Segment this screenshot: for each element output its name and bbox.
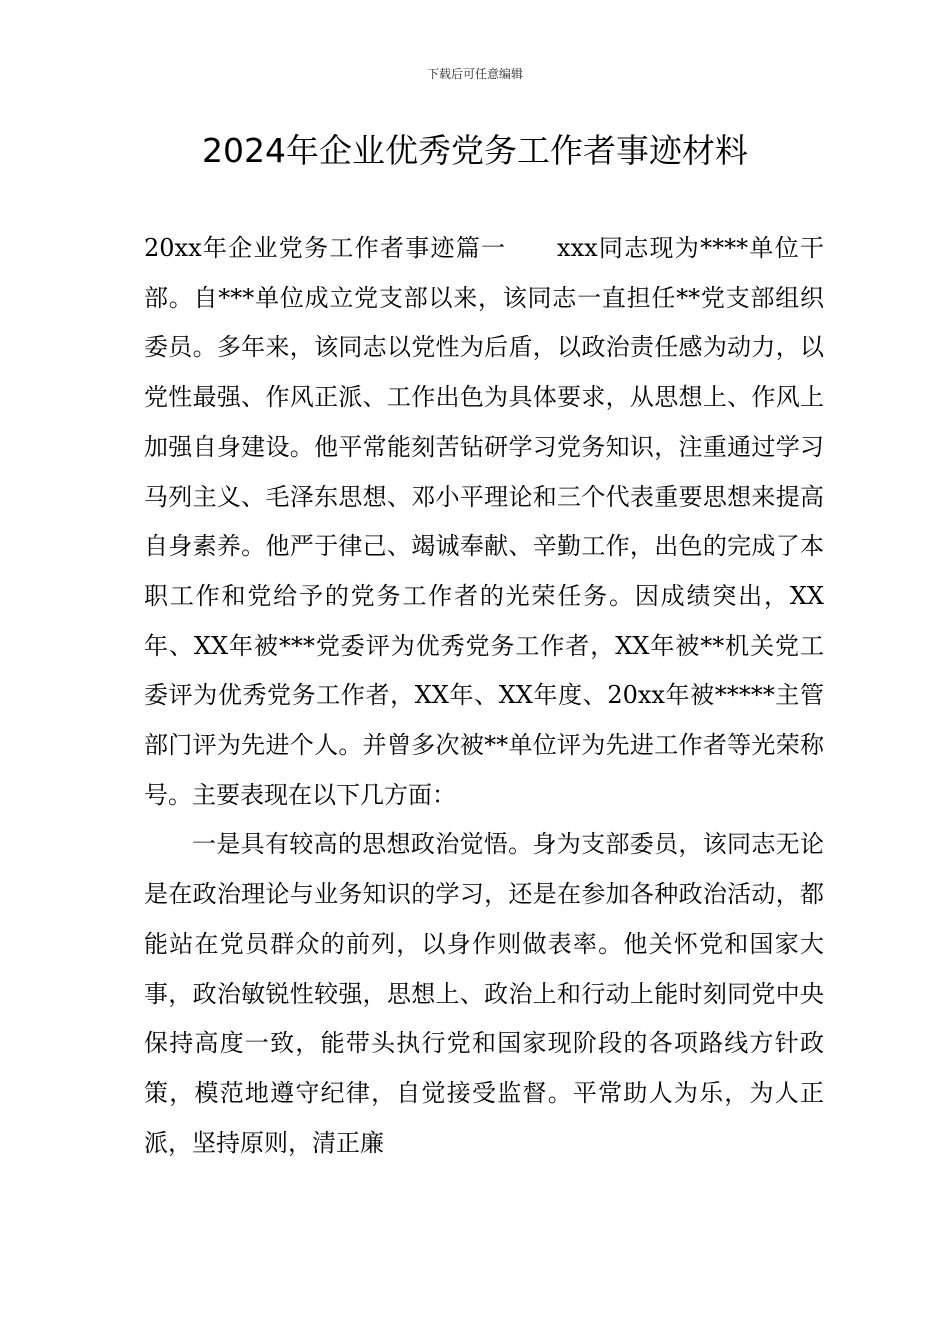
- document-title: 2024年企业优秀党务工作者事迹材料: [202, 131, 748, 170]
- document-body: [144, 224, 824, 1168]
- paragraph-1: 20xx年企业党务工作者事迹篇一 xxx同志现为****单位干部。自***单位成立党支部以来，该同志一直担任**党支部组织委员。多年来，该同志以党性为后盾，以政治责任感为动力，以 党性最强、作风正派、工作出色为具体要求，从思想上、作风上加强自身建设。他平常能刻苦钻研学习党务知识，注重通过学习马列主义、毛泽东思想、邓小平理论和三个代表重要思想来提高自身素养。他严于律己、竭诚奉献、辛勤工作，出色的完成了本职工作和党给予的党务工作者的光荣任务。因成绩突出，XX 年、XX年被***党委评为优秀党务工作者，XX年被**机关党工委评为优秀党务工作者，XX年、XX年度、20xx年被*****主管部门评为先进个人。并曾多次被**单位评为先进工作者等光荣称号。主要表现在以下几方面：: [144, 234, 824, 809]
- paragraph-2: 一是具有较高的思想政治觉悟。身为支部委员，该同志无论是在政治理论与业务知识的学习，还是在参加各种政治活动，都能站在党员群众的前列，以身作则做表率。他关怀党和国家大事，政治敏锐性较强，思想上、政治上和行动上能时刻同党中央保持高度一致，能带头执行党和国家现阶段的各项路线方针政策，模范地遵守纪律，自觉接受监督。平常助人为乐，为人正派，坚持原则，清正廉: [144, 830, 824, 1157]
- header-note: 下载后可任意编辑: [426, 67, 523, 81]
